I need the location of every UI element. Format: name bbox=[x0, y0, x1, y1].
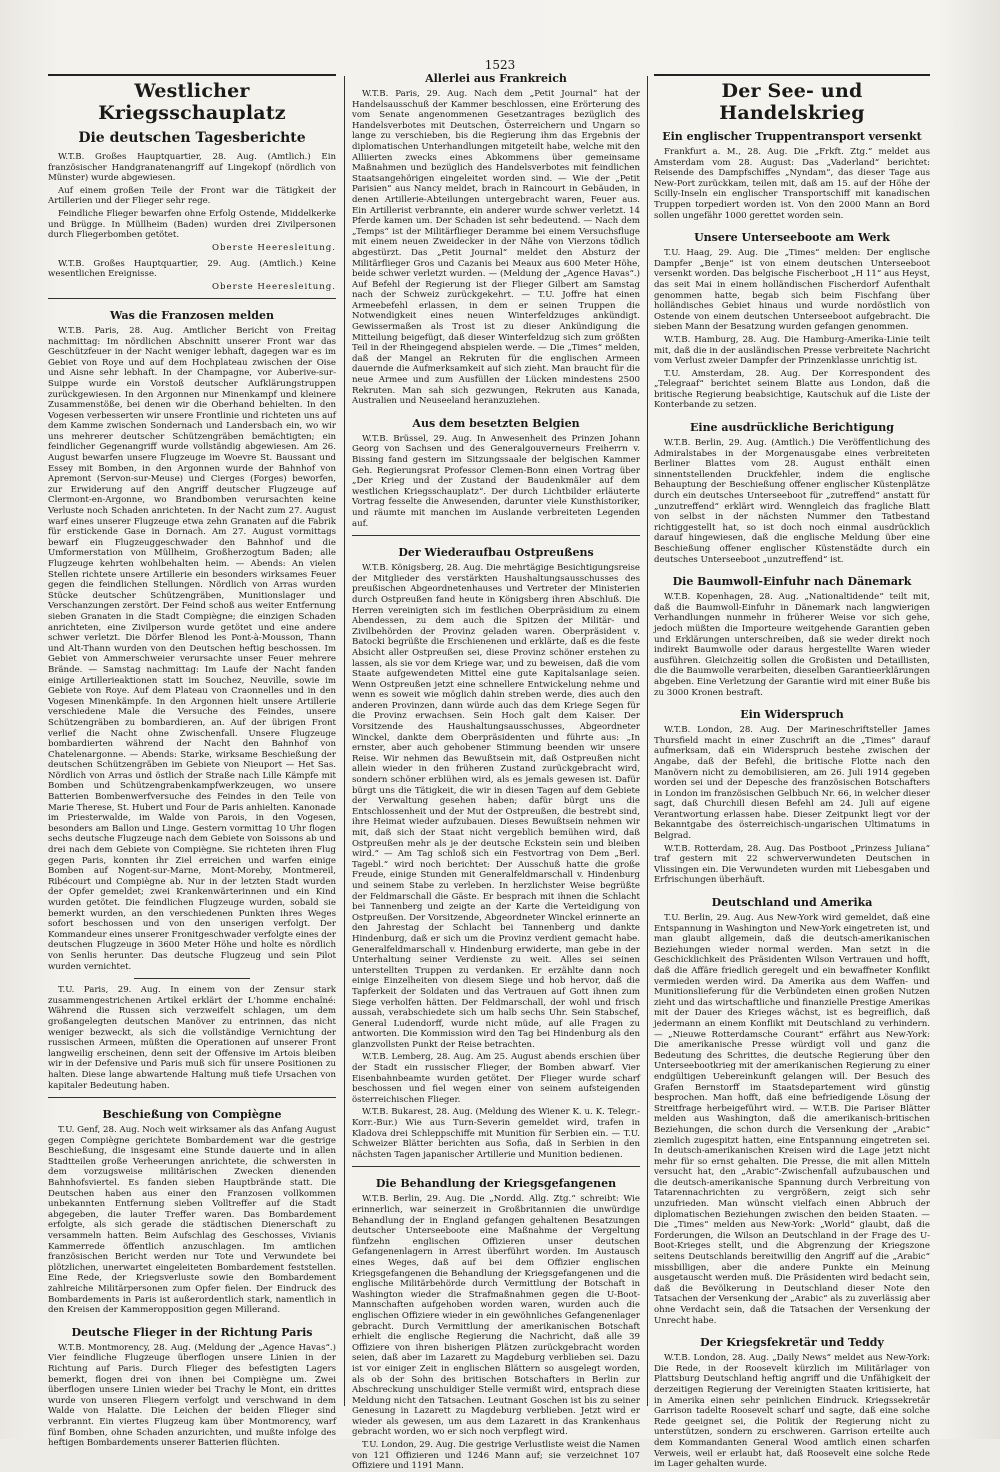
article-paragraph: T.U. Haag, 29. Aug. Die „Times“ melden: Der englische Dampfer „Benje“ ist von einem deutschen Unterseeboot versenkt worden. Das belgische Fischerboot „H 11“ aus Heyst, das seit Mai in einem holländischen Fischerdorf Aufenthalt genommen hatte, begab sich beim Fischfang über holländisches Gebiet hinaus und wurde nordöstlich von Ostende von einem deutschen Unterseeboot aufgebracht. Die sieben Mann der Besatzung wurden gefangen genommen. bbox=[654, 248, 930, 333]
article-paragraph: W.T.B. Brüssel, 29. Aug. In Anwesenheit des Prinzen Johann Georg von Sachsen und des Generalgouverneurs Freiherrn v. Bissing fand gestern im Sitzungssaale der belgischen Kammer Geh. Regierungsrat Professor Clemen-Bonn einen Vortrag über „Der Krieg und der Zustand der Baudenkmäler auf dem westlichen Kriegsschauplatz“. Der durch Lichtbilder erläuterte Vortrag fesselte die Anwesenden, darunter viele Kunsthistoriker, und räumte mit manchen im Auslande verbreiteten Legenden auf. bbox=[352, 433, 640, 529]
article-paragraph: T.U. London, 29. Aug. Die gestrige Verlustliste weist die Namen von 121 Offizieren und 1246 Mann auf; sie verzeichnet 107 Offiziere und 1191 Mann. bbox=[352, 1440, 640, 1472]
article-paragraph: W.T.B. Paris, 29. Aug. Nach dem „Petit Journal“ hat der Handelsausschuß der Kammer beschlossen, eine Erörterung des vom Senate angenommenen Gesetzantrages bezüglich des Handelsverbotes mit Deutschen, Österreichern und Ungarn so lange zu verschieben, bis die Regierung ihm das Ergebnis der diplomatischen Unterhandlungen mitgeteilt habe, welche mit den Alliierten zwecks eines Abkommens über gemeinsame Maßnahmen und bezüglich des Handelsverbotes mit feindlichen Staatsangehörigen eingeleitet worden sind. — Wie der „Petit Parisien“ aus Nancy meldet, brach in Raincourt in Gebäuden, in denen Artillerie-Abteilungen untergebracht waren, Feuer aus. Ein Artillerist verbrannte, ein anderer wurde schwer verletzt. 14 Pferde kamen um. Der Schaden ist sehr bedeutend. — Nach dem „Temps“ ist der Militärflieger Deramme bei einem Versuchsfluge mit einem neuen Zweidecker in der Nähe von Vierzons tödlich abgestürzt. Das „Petit Journal“ meldet den Absturz der Militärflieger Gros und Cazanis bei Meaux aus 600 Meter Höhe, beide schwer verletzt wurden. — (Meldung der „Agence Havas“.) Auf Befehl der Regierung ist der Flieger Gilbert am Samstag nach der Schweiz zurückgekehrt. — T.U. Joffre hat einen Armeebefehl erlassen, in dem er seinen Truppen die Notwendigkeit eines neuen Winterfeldzuges ankündigt. Gewissermaßen als Trost ist zu dieser Ankündigung die Mitteilung beigefügt, daß dieser Winterfeldzug sich zum größten Teil in der Rheingegend abspielen werde. — Die „Times“ melden, daß der Mangel an Rekruten für die englischen Armeen dauernde die Aufmerksamkeit auf sich zieht. Man braucht für die neue Armee und zum Ausfüllen der Lücken mindestens 2500 Rekruten. Man sah sich gezwungen, Rekruten aus Kanada, Australien und Neuseeland heranzuziehen. bbox=[352, 89, 640, 407]
article-headline: Ein Widerspruch bbox=[740, 708, 844, 722]
divider bbox=[48, 1097, 336, 1098]
article-headline: Die Behandlung der Kriegsgefangenen bbox=[375, 1177, 617, 1191]
article-headline: Deutsche Flieger in der Richtung Paris bbox=[71, 1325, 313, 1339]
article-headline: Allerlei aus Frankreich bbox=[425, 72, 567, 85]
article-headline: Beschießung von Compiègne bbox=[102, 1108, 282, 1122]
article-paragraph: Auf einem großen Teile der Front war die Tätigkeit der Artillerien und der Flieger sehr rege. bbox=[48, 185, 336, 207]
article-paragraph: Frankfurt a. M., 28. Aug. Die „Frkft. Ztg.“ meldet aus Amsterdam vom 28. August: Das „Vaderland“ berichtet: Reisende des Dampfschiffes „Nyndam“, das dieser Tage aus New-Port zurückkam, teilen mit, daß am 15. auf der Höhe der Scilly-Inseln ein englischer Transportschiff mit kanadischen Truppen torpediert worden ist. Von den 2000 Mann an Bord sollen ungefähr 1000 gerettet worden sein. bbox=[654, 147, 930, 221]
column-rule bbox=[647, 76, 648, 1406]
article-headline: Der Kriegsfekretär und Teddy bbox=[700, 1336, 884, 1350]
article-paragraph: W.T.B. Großes Hauptquartier, 28. Aug. (Amtlich.) Ein französischer Handgranatenangriff auf Lingekopf (nördlich von Münster) wurde abgewiesen. bbox=[48, 152, 336, 184]
section-title: Der See- und Handelskrieg bbox=[719, 80, 865, 124]
column-right bbox=[654, 72, 930, 1470]
article-paragraph: W.T.B. Rotterdam, 28. Aug. Das Postboot „Prinzess Juliana“ traf gestern mit 22 schwerverwundeten Deutschen in Vlissingen ein. Die Verwundeten wurden mit Liebesgaben und Erfrischungen überhäuft. bbox=[654, 843, 930, 886]
column-middle bbox=[352, 72, 640, 1472]
divider bbox=[48, 74, 336, 76]
article-paragraph: T.U. Amsterdam, 28. Aug. Der Korrespondent des „Telegraaf“ berichtet seinem Blatte aus London, daß die britische Regierung beabsichtige, Kautschuk auf die Liste der Konterbande zu setzen. bbox=[654, 368, 930, 411]
column-rule bbox=[344, 76, 345, 1406]
article-headline: Deutschland und Amerika bbox=[711, 896, 873, 910]
article-paragraph: W.T.B. Hamburg, 28. Aug. Die Hamburg-Amerika-Linie teilt mit, daß die in der ausländischen Presse verbreitete Nachricht vom Verlust zweier Dampfer der Prinzenklasse unrichtig ist. bbox=[654, 334, 930, 367]
article-headline: Aus dem besetzten Belgien bbox=[412, 416, 580, 430]
column-left bbox=[48, 72, 336, 1449]
signature: Oberste Heeresleitung. bbox=[211, 281, 336, 292]
article-headline: Die deutschen Tagesberichte bbox=[78, 130, 306, 146]
article-headline: Der Wiederaufbau Ostpreußens bbox=[398, 546, 594, 560]
article-paragraph: W.T.B. London, 28. Aug. „Daily News“ meldet aus New-York: Die Rede, in der Roosevelt kürzlich im Militärlager von Plattsburg Deutschland heftig angriff und die Unfähigkeit der derzeitigen Regierung der Vereinigten Staaten kritisierte, hat in Amerika einen sehr peinlichen Eindruck. Kriegssekretär Garrison tadelte Roosevelt scharf und sagte, daß eine solche Rede geeignet sei, die Politik der Regierung nicht zu unterstützen, sondern zu erschweren. Garrison erteilte auch dem Kommandanten General Wood amtlich einen scharfen Verweis, weil er erlaubt hat, daß Roosevelt eine solche Rede im Lager gehalten wurde. bbox=[654, 1353, 930, 1470]
divider bbox=[654, 74, 930, 76]
section-title: Westlicher Kriegsschauplatz bbox=[98, 80, 286, 124]
article-paragraph: W.T.B. Kopenhagen, 28. Aug. „Nationaltidende“ teilt mit, daß die Baumwoll-Einfuhr in Dänemark nach langwierigen Verhandlungen nunmehr in früherer Weise vor sich gehe, jedoch müßten die Importeure weitgehende Garantien geben und Erklärungen unterschreiben, daß sie weder direkt noch indirekt Baumwolle oder daraus hergestellte Waren wieder ausführen. Gleichzeitig sollen die Großisten und Detaillisten, die die Baumwolle verarbeiten, dieselben Garantieerklärungen abgeben. Eine Verletzung der Garantie wird mit einer Buße bis zu 3000 Kronen bestraft. bbox=[654, 592, 930, 698]
divider bbox=[352, 535, 640, 536]
article-paragraph: W.T.B. Berlin, 29. Aug. Die „Nordd. Allg. Ztg.“ schreibt: Wie erinnerlich, war seinerzeit in Großbritannien die unwürdige Behandlung der in England gefangen gehaltenen Besatzungen deutscher Unterseeboote eine Maßnahme der Vergeltung fünfzehn englischen Offizieren unser deutschen Gefangenenlagern in Arrest überführt worden. Im Austausch eines Weges, daß auf bei dem Offizier englischen Kriegsgefangenen die Behandlung der Kriegsgefangenen und die englische Militärbehörde durch Vermittlung der Botschaft in Washington wieder die Strafmaßnahmen gegen die U-Boot-Mannschaften aufgehoben worden waren, wurden auch die englischen Offiziere wieder in ein gewöhnliches Gefangenenlager gebracht. Durch Vermittlung der amerikanischen Botschaft erhielt die englische Regierung die Nachricht, daß alle 39 Offiziere von ihren bisherigen Plätzen zurückgebracht worden seien, daß aber im Lazarett zu Magdeburg verblieben sei. Dazu ist vor einiger Zeit in englischen Blättern so ausgelegt worden, als ob der Sohn des britischen Botschafters in Berlin zur Abschreckung unschuldiger Stelle vermißt wird, entsprach diese Meldung nicht den Tatsachen. Leutnant Goschen ist bis zu seiner Genesung in Lazarett zu Magdeburg verblieben. Jetzt wird er wieder als gewesen, um aus dem Lazarett in das Krankenhaus gebracht worden, wo er sich noch verpflegt wird. bbox=[352, 1194, 640, 1438]
article-headline: Eine ausdrückliche Berichtigung bbox=[690, 421, 894, 435]
article-paragraph: W.T.B. London, 28. Aug. Der Marineschriftsteller James Thursfield macht in einer Zuschrift an die „Times“ darauf aufmerksam, daß ein Widerspruch bestehe zwischen der Angabe, daß der Befehl, die britische Flotte nach den Manövern nicht zu demobilisieren, am 26. Juli 1914 gegeben worden sei und der Depesche des französischen Botschafters in London im französischen Gelbbuch Nr. 66, in welcher dieser sagt, daß Churchill diesen Befehl am 24. Juli auf eigene Verantwortung erlassen habe. Dieser Zeitpunkt liegt vor der Bekanntgabe des österreichisch-ungarischen Ultimatums in Belgrad. bbox=[654, 725, 930, 842]
article-paragraph: W.T.B. Bukarest, 28. Aug. (Meldung des Wiener K. u. K. Telegr.-Korr.-Bur.) Wie aus Turn-Severin gemeldet wird, trafen in Kladova drei Schleppschiffe mit Munition für Serbien ein. — T.U. Schweizer Blätter berichten aus Sofia, daß in Serbien in den nächsten Tagen japanischer Artillerie und Munition bedienen. bbox=[352, 1107, 640, 1160]
article-paragraph: W.T.B. Montmorency, 28. Aug. (Meldung der „Agence Havas“.) Vier feindliche Flugzeuge überflogen unsere Linien in der Richtung auf Paris. Durch Flieger des befestigten Lagers bemerkt, flogen drei von ihnen bei Compiègne um. Zwei überflogen unsere Linien wieder bei Trachy le Mont, ein drittes wurde von unseren Fliegern verfolgt und verschwand in dem Walde von Halatte. Die Leichen der beiden Flieger sind verbrannt. Ein viertes Flugzeug kam über Montmorency, warf fünf Bomben, ohne Schaden anzurichten, und mußte infolge des heftigen Bombardements unserer Batterien flüchten. bbox=[48, 1342, 336, 1449]
article-headline: Unsere Unterseeboote am Werk bbox=[694, 231, 890, 245]
divider bbox=[352, 1166, 640, 1167]
article-paragraph: W.T.B. Berlin, 29. Aug. (Amtlich.) Die Veröffentlichung des Admiralstabes in der Morgenausgabe eines verbreiteten Berliner Blattes vom 28. August enthält einen sinnentstellenden Druckfehler, indem die englische Behauptung der Beschießung offener englischer Küstenplätze durch ein deutsches Unterseeboot für „zutreffend“ anstatt für „unzutreffend“ erklärt wird. Wenngleich das fragliche Blatt von selbst in der nächsten Nummer den Tatbestand richtiggestellt hat, so ist doch noch einmal ausdrücklich darauf hingewiesen, daß die englische Meldung über eine Beschießung offener englischer Küstenstädte durch ein deutsches Unterseeboot „unzutreffend“ ist. bbox=[654, 438, 930, 565]
article-paragraph: Feindliche Flieger bewarfen ohne Erfolg Ostende, Middelkerke und Brügge. In Müllheim (Baden) wurden drei Zivilpersonen durch Fliegerbomben getötet. bbox=[48, 208, 336, 241]
divider bbox=[48, 298, 336, 299]
article-paragraph: W.T.B. Königsberg, 28. Aug. Die mehrtägige Besichtigungsreise der Mitglieder des verstärkten Haushaltungsausschusses des preußischen Abgeordnetenhauses und Vertreter der Ministerien durch Ostpreußen fand heute in Königsberg ihren Abschluß. Die Herren vereinigten sich im festlichen Oberpräsidium zu einem Abendessen, zu dem auch die Spitzen der Militär- und Zivilbehörden der Provinz geladen waren. Oberpräsident v. Batocki begrüßte die Erschienenen und erklärte, daß es die feste Absicht aller Ostpreußen sei, diese Provinz schöner erstehen zu lassen, als sie vor dem Kriege war, und zu beweisen, daß die vom Staate aufgewendeten Mittel eine gute Kapitalsanlage seien. Wenn Ostpreußen jetzt eine schnellere Entwickelung nehme und wenn es soweit wie möglich dahin streben werde, dies auch den anderen Provinzen, dann würde auch das dem Kriege Segen für die Provinz erwachsen. Sein Hoch galt dem Kaiser. Der Vorsitzende des Haushaltungsausschusses, Abgeordneter Winckel, dankte dem Oberpräsidenten und führte aus: „In ernster, aber auch gehobener Stimmung beenden wir unsere Reise. Wir nehmen das Bewußtsein mit, daß Ostpreußen nicht allein wieder in den früheren Zustand zurückgebracht wird, sondern schöner erblühen wird, als es jemals gewesen ist. Dafür bürgt uns die Tätigkeit, die wir in diesen Tagen auf dem Gebiete der Verwaltung gesehen haben; dafür bürgt uns die Entschlossenheit und der Mut der Ostpreußen, die bestrebt sind, ihre Heimat wieder aufzubauen. Dieses Bewußtsein nehmen wir mit, daß sich der Staat nicht vergeblich bemühen wird, daß Ostpreußen mehr als je der deutsche Eckstein sein und bleiben wird.“ — Am Tag schloß sich ein Festvortrag von Dem „Berl. Tagebl.“ wird noch berichtet: Der Ausschuß hatte die große Freude, einige Stunden mit Generalfeldmarschall v. Hindenburg und seinem Stabe zu verleben. In herzlichster Weise begrüßte der Feldmarschall die Gäste. Er besprach mit ihnen die Schlacht bei Tannenberg und zeigte an der Karte die Verteidigung von Ostpreußen. Der Vorsitzende, Abgeordneter Winckel erinnerte an den Jahrestag der Schlacht bei Tannenberg und dankte Hindenburg, daß er sich um die Provinz verdient gemacht habe. Generalfeldmarschall v. Hindenburg erwiderte, man gebe in der Unterhaltung seiner Verdienste zu weit. Alles sei seinen unterstellten Truppen zu verdanken. Er erzählte dann noch einige Einzelheiten von diesem Siege und hob hervor, daß die Tapferkeit der Soldaten und das Vertrauen auf Gott ihnen zum Siege verholfen hätten. Der Feldmarschall, der wohl und frisch aussah, verabschiedete sich um halb sechs Uhr. Sein Stabschef, General Ludendorff, wurde nicht müde, auf alle Fragen zu antworten. Die Kommission wird den Tag bei Hindenburg als den glanzvollsten Punkt der Reise betrachten. bbox=[352, 563, 640, 1050]
page-number: 1523 bbox=[484, 58, 516, 72]
divider bbox=[134, 978, 249, 979]
article-headline: Die Baumwoll-Einfuhr nach Dänemark bbox=[672, 575, 912, 589]
signature: Oberste Heeresleitung. bbox=[211, 242, 336, 253]
article-paragraph: W.T.B. Großes Hauptquartier, 29. Aug. (Amtlich.) Keine wesentlichen Ereignisse. bbox=[48, 258, 336, 280]
article-headline: Was die Franzosen melden bbox=[110, 308, 274, 322]
article-paragraph: T.U. Genf, 28. Aug. Noch weit wirksamer als das Anfang August gegen Compiègne gerichtete Bombardement war die gestrige Beschießung, die insgesamt eine Stunde dauerte und in allen Stadtteilen große Verheerungen anrichtete, die schwersten in dem vorzugsweise militärischen Zwecken dienenden Bahnhofsviertel. Es fanden sieben Hauptbrände statt. Die Deutschen haben aus einer den Franzosen vollkommen unbekannten Entfernung sieben Volltreffer auf die Stadt abgegeben, die lauter Treffer waren. Das Bombardement erfolgte, als sich gerade die städtischen Dienerschaft zu versammeln hatten. Beim Aufschlag des Geschosses, Vivianis Kammerrede öffentlich anzuschlagen. Im amtlichen französischen Bericht werden nur Tote und Verwundete bei plötzlichen, unerwartet eingeleiteten Bombardement feststellen. Eine Rede, der Kriegsverluste sowie den Bombardement zahlreiche Militärpersonen zum Opfer fielen. Der Eindruck des Bombardements in Paris ist außerordentlich stark, namentlich in den Kreisen der Kammeropposition gegen Millerand. bbox=[48, 1125, 336, 1316]
article-paragraph: W.T.B. Paris, 28. Aug. Amtlicher Bericht von Freitag nachmittag: Im nördlichen Abschnitt unserer Front war das Geschützfeuer in der Nacht weniger lebhaft, dagegen war es im Gebiet von Roye und auf dem Hochplateau zwischen der Oise und Aisne sehr lebhaft. In der Champagne, vor Auberive-sur-Suippe wurde ein Vorstoß deutscher Aufklärungstruppen zurückgewiesen. In den Argonnen nur Minenkampf und kleinere Zusammenstöße, bei denen wir die Oberhand behielten. In den Vogesen verbesserten wir unsere Frontlinie und richteten uns auf dem Kamme zwischen Sondernach und Landersbach ein, wo wir uns mehrerer deutscher Schützengräben bemächtigten; ein feindlicher Gegenangriff wurde vollständig abgewiesen. Am 26. August bewarfen unsere Flugzeuge im Woevre St. Baussant und Essey mit Bomben, in den Argonnen wurde der Bahnhof von Apremont (Servon-sur-Meuse) und Cierges (Forges) beworfen, zur Erwiderung auf den Angriff deutscher Flugzeuge auf Clermont-en-Argonne, wo Brandbomben verursachten keine Verluste noch Schaden anrichteten. In der Nacht zum 27. August warf eines unserer Flugzeuge etwa zehn Granaten auf die Fabrik für erstickende Gase in Dornach. Am 27. August vormittags bewarf ein Flugzeuggeschwader den Bahnhof und die Umformerstation von Müllheim, Großherzogtum Baden; alle Flugzeuge kehrten wohlbehalten heim. — Abends: An vielen Stellen richtete unsere Artillerie ein besonders wirksames Feuer gegen die feindlichen Stellungen. Nördlich von Arras wurden Stücke deutscher Schützengräben, Munitionslager und Verschanzungen zerstört. Der Feind schoß aus weiter Entfernung sieben Granaten in die Stadt Compiègne; die einzigen Schaden anrichteten, eine Zivilperson wurde getötet und eine andere schwer verletzt. Die Dörfer Blenod les Pont-à-Mousson, Thann und Alt-Thann wurden von den Deutschen heftig beschossen. Im Gebiet von Ammerschweier verursachte unser Feuer mehrere Brände. — Samstag nachmittag: Im Laufe der Nacht fanden einige Artillerieaktionen statt im Souchez, Neuville, sowie im Gebiete von Roye. Auf dem Plateau von Craonnelles und in den Vogesen Minenkämpfe. In den Argonnen hielt unsere Artillerie verschiedene Male die Versuche des Feindes, unsere Schützengräben zu bombardieren, an. Auf der übrigen Front verlief die Nacht ohne Zwischenfall. Unsere Flugzeuge bombardierten während der Nacht den Bahnhof von Chatelenargonne. — Abends: Starke, wirksame Beschießung der deutschen Schützengräben im Gebiete von Nieuport — Het Sas. Nördlich von Arras und östlich der Straße nach Lille Kämpfe mit Bomben und Schützengrabenkampfwerkzeugen, wo unsere Batterien Bombenwerfversuche des Feindes in den Teile von Marie Therese, St. Hubert und Four de Paris anhielten. Kanonade im Priesterwalde, im Walde von Parois, in den Vogesen, besonders am Ballon und Linge. Gestern vormittag 10 Uhr flogen sechs deutsche Flugzeuge nach dem Gebiete von Soissons ab und drei nach dem Gebiete von Compiègne. Sie richteten ihren Flug gegen Paris, konnten ihr Ziel erreichen und warfen einige Bomben auf Nogent-sur-Marne, Mont-Moreby, Montmereil, Ribécourt und Compiègne ab. Nur in der letzten Stadt wurden der Opfer gemeldet; zwei Krankenwärterinnen und ein Kind wurden getötet. Die feindlichen Flugzeuge wurden, sobald sie bemerkt wurden, an den verschiedenen Punkten ihres Weges sofort beschossen und von den unserigen verfolgt. Der Kommandeur eines unserer Fronitgeschwader verfolgte eines der deutschen Flugzeuge in 3600 Meter Höhe und holte es nördlich von Senlis herunter. Das deutsche Flugzeug und sein Pilot wurden vernichtet. bbox=[48, 325, 336, 972]
article-paragraph: W.T.B. Lemberg, 28. Aug. Am 25. August abends erschien über der Stadt ein russischer Flieger, der Bomben abwarf. Vier Eisenbahnbeamte wurden getötet. Der Flieger wurde scharf beschossen und fiel wegen einer von seinem aufsteigenden österreichischen Flieger. bbox=[352, 1052, 640, 1105]
article-paragraph: T.U. Berlin, 29. Aug. Aus New-York wird gemeldet, daß eine Entspannung in Washington und New-York eingetreten ist, und man glaubt allgemein, daß die deutsch-amerikanischen Beziehungen wieder normal werden. Man setzt in die Geschicklichkeit des Präsidenten Wilson Vertrauen und hofft, daß die Affäre friedlich geregelt und ein bewaffneter Konflikt vermieden werden wird. Da Amerika aus dem Waffen- und Munitionslieferung für die Verbündeten einen großen Nutzen zieht und das wirtschaftliche und finanzielle Prestige Amerikas mit der Dauer des Krieges wächst, ist es begreiflich, daß jedermann an einem Konflikt mit Deutschland zu verhindern. — „Nieuwe Rotterdamsche Courant“ erfährt aus New-York: Die amerikanische Presse würdigt voll und ganz die Bedeutung des Schrittes, die deutsche Regierung über den Unterseebootkrieg mit der amerikanischen Regierung zu einer endgültigen Uebereinkunft gelangen will. Der Besuch des Grafen Bernstorff im Staatsdepartement wird günstig besprochen. Man hofft, daß eine befriedigende Lösung der Streitfrage herbeigeführt wird. — W.T.B. Die Pariser Blätter melden aus Washington, daß die amerikanisch-britischen Beziehungen, die schon durch die Versenkung der „Arabic“ ziemlich zugespitzt hatten, eine Entspannung eingetreten sei. In deutsch-amerikanischen Kreisen wird die Lage jetzt nicht mehr für so ernst gehalten. Die Presse, die mit allen Mitteln versucht hat, den „Arabic“-Zwischenfall aufzubauschen und die deutsch-amerikanische Spannung durch Verbreitung von Tatarennachrichten zu vergrößern, zeigt sich sehr unzufrieden. Man wünscht vielfach einen Abbruch der diplomatischen Beziehungen zwischen den beiden Staaten. — Die „Times“ melden aus New-York: „World“ glaubt, daß die Forderungen, die Wilson an Deutschland in der Frage des U-Boot-Krieges stellt, und die Abgrenzung der Kriegszone seitens Deutschlands bereitwillig den Angriff auf die „Arabic“ missbilligen, aber die andere Punkte ein Meinung ausgetauscht werden muß. Die Präsidenten wird bedacht sein, daß die Bevölkerung in Deutschland dieser Note den Tatsachen der Versenkung der „Arabic“ als zu zuverlässig aber ohne Verdacht sein, daß die Tatsachen der Versenkung der Unrecht habe. bbox=[654, 913, 930, 1326]
article-paragraph: T.U. Paris, 29. Aug. In einem von der Zensur stark zusammengestrichenen Artikel erklärt der L'homme enchaîné: Während die Russen sich verzweifelt schlagen, um dem großangelegten deutschen Manöver zu entrinnen, das nicht weniger bezweckt, als sich die vollständige Vernichtung der russischen Armeen, müßten die Operationen auf unserer Front langweilig erscheinen, denn seit der Offensive im Artois bleiben wir in der Defensive und Paris muß sich für unsere Positionen zu halten. Diese lange abwartende Haltung muß tiefe Ursachen von kapitaler Bedeutung haben. bbox=[48, 985, 336, 1091]
article-headline: Ein englischer Truppentransport versenkt bbox=[662, 130, 922, 143]
